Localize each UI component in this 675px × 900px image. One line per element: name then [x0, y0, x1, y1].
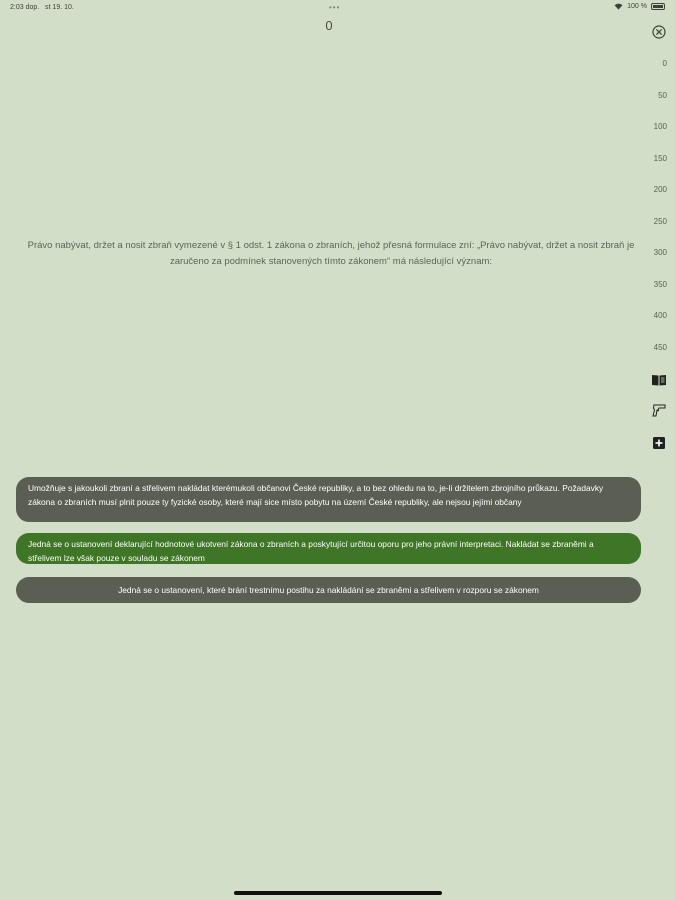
- battery-icon: [651, 3, 665, 10]
- wifi-icon: [614, 3, 623, 10]
- scale-tick[interactable]: 0: [662, 59, 667, 68]
- book-icon[interactable]: [651, 372, 667, 388]
- scale-tick[interactable]: 400: [653, 311, 667, 320]
- scale-tick[interactable]: 100: [653, 122, 667, 131]
- battery-percent: 100 %: [627, 3, 647, 10]
- answer-button-2[interactable]: Jedná se o ustanovení deklarující hodnotové ukotvení zákona o zbraních a poskytující určitou oporu pro jeho právní interpretaci. Nakládat se zbraněmi a střelivem lze však pouze v souladu se zákonem: [16, 533, 641, 564]
- status-indicators: [614, 3, 665, 10]
- scale-tick[interactable]: 250: [653, 217, 667, 226]
- answer-button-3[interactable]: Jedná se o ustanovení, které brání trestnímu postihu za nakládání se zbraněmi a střelivem v rozporu se zákonem: [16, 577, 641, 603]
- status-time-date: [10, 4, 74, 11]
- gun-icon[interactable]: [651, 402, 667, 418]
- question-counter: 0: [325, 18, 333, 33]
- close-circle-icon[interactable]: [652, 25, 666, 39]
- home-indicator[interactable]: [234, 891, 442, 895]
- scale-tick[interactable]: 350: [653, 280, 667, 289]
- add-icon[interactable]: [651, 435, 667, 451]
- question-text: Právo nabývat, držet a nosit zbraň vymezené v § 1 odst. 1 zákona o zbraních, jehož přesná formulace zní: „Právo nabývat, držet a nosit zbraň je zaručeno za podmínek stanovených tímto zákonem“ má následující význam:: [27, 240, 635, 267]
- multitasking-dots-icon[interactable]: •••: [329, 3, 341, 12]
- status-date: st 19. 10.: [45, 4, 74, 11]
- status-time: 2:03 dop.: [10, 4, 40, 11]
- scale-tick[interactable]: 450: [653, 343, 667, 352]
- scale-tick[interactable]: 200: [653, 185, 667, 194]
- scale-tick[interactable]: 300: [653, 248, 667, 257]
- scale-tick[interactable]: 50: [658, 91, 667, 100]
- answer-button-1[interactable]: Umožňuje s jakoukoli zbraní a střelivem nakládat kterémukoli občanovi České republiky, a to bez ohledu na to, je-li držitelem zbrojního průkazu. Požadavky zákona o zbraních musí plnit pouze ty fyzické osoby, které mají sice místo pobytu na území České republiky, ale nejsou jejími občany: [16, 477, 641, 522]
- scale-tick[interactable]: 150: [653, 154, 667, 163]
